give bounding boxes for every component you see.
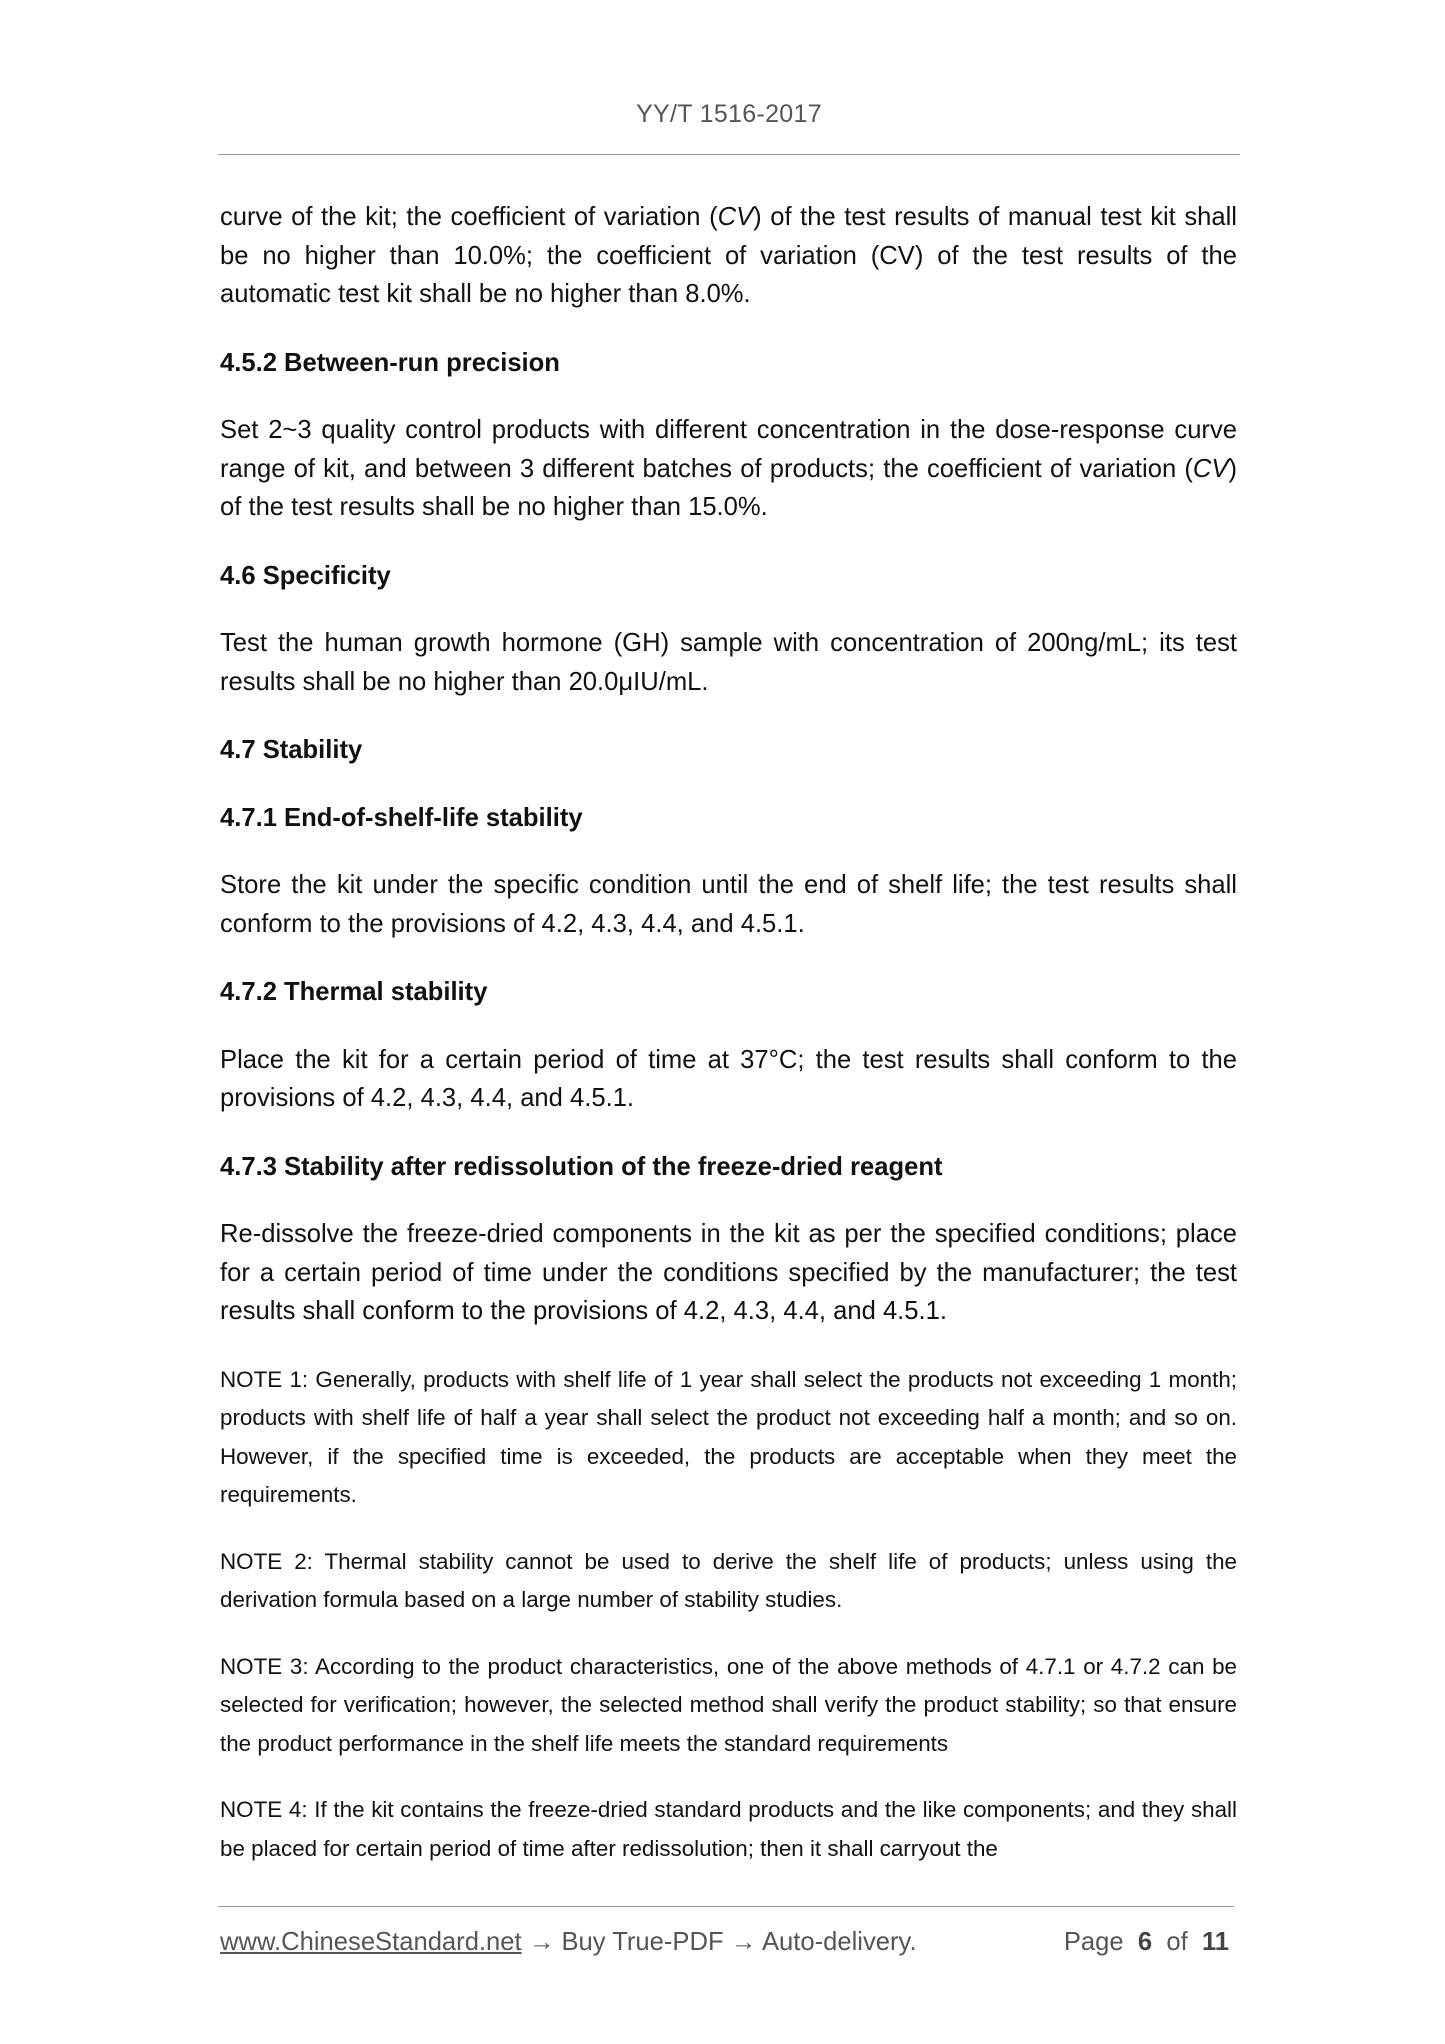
paragraph-4-7-1: Store the kit under the specific condition until the end of shelf life; the test results shall conform to the provisions of 4.2, 4.3, 4.4, and 4.5.1. [220,871,1237,938]
heading-4-7: 4.7 Stability [220,736,363,764]
note-2: NOTE 2: Thermal stability cannot be used to derive the shelf life of products; unless using the derivation formula based on a large number of stability studies. [220,1548,1237,1612]
heading-4-7-1: 4.7.1 End-of-shelf-life stability [220,803,583,832]
intro-text-2: ) of the test results of manual test kit shall be no higher than 10.0%; the coefficient of variation (CV) of the test results of the automatic test kit shall be no higher than 8.0%. [220,203,1237,308]
cv-italic-4-5-2: CV [1192,454,1229,483]
chinese-standard-link[interactable]: www.ChineseStandard.net [220,1928,522,1956]
footer-promo-text: → Buy True-PDF → Auto-delivery. [521,1928,917,1956]
paragraph-4-7-2: Place the kit for a certain period of time at 37°C; the test results shall conform to the provisions of 4.2, 4.3, 4.4, and 4.5.1. [220,1045,1237,1112]
paragraph-4-6: Test the human growth hormone (GH) sample with concentration of 200ng/mL; its test results shall be no higher than 20.0μIU/mL. [220,629,1237,696]
heading-4-7-3: 4.7.3 Stability after redissolution of the freeze-dried reagent [220,1152,943,1181]
footer-divider [218,1906,1234,1907]
of-label: of [1166,1928,1188,1956]
paragraph-4-7-3: Re-dissolve the freeze-dried components in the kit as per the specified conditions; place for a certain period of time under the conditions specified by the manufacturer; the test results shall conform to the provisions of 4.2, 4.3, 4.4, and 4.5.1. [220,1220,1237,1325]
current-page-number: 6 [1137,1928,1153,1956]
note-4: NOTE 4: If the kit contains the freeze-dried standard products and the like components; and they shall be placed for certain period of time after redissolution; then it shall carryout the [220,1797,1237,1861]
intro-cv-italic: CV [717,203,754,231]
heading-4-6: 4.6 Specificity [220,561,391,590]
intro-paragraph [220,198,1237,314]
header-divider [218,154,1240,155]
page-content [220,198,1237,1868]
note-3: NOTE 3: According to the product characteristics, one of the above methods of 4.7.1 or 4.7.2 can be selected for verification; however, the selected method shall verify the product stability; so that ensure the product performance in the shelf life meets the standard requirements [220,1653,1237,1756]
total-pages-number: 11 [1201,1928,1229,1956]
page-footer [220,1928,1237,1957]
heading-4-7-2: 4.7.2 Thermal stability [220,978,488,1006]
text-4-5-2-part-2: ) of the test results shall be no higher than 15.0%. [220,454,1237,521]
page-indicator [1064,1928,1229,1957]
document-code-header: YY/T 1516-2017 [636,100,822,128]
intro-text-1: curve of the kit; the coefficient of variation ( [220,203,718,231]
paragraph-4-5-2 [220,411,1237,527]
text-4-5-2-part-1: Set 2~3 quality control products with different concentration in the dose-response curve range of kit, and between 3 different batches of products; the coefficient of variation ( [220,416,1237,483]
page-label: Page [1063,1928,1124,1956]
heading-4-5-2: 4.5.2 Between-run precision [220,348,560,377]
note-1: NOTE 1: Generally, products with shelf life of 1 year shall select the products not exceeding 1 month; products with shelf life of half a year shall select the product not exceeding half a month; and so on. However, if the specified time is exceeded, the products are acceptable when they meet the requirements. [220,1366,1237,1507]
